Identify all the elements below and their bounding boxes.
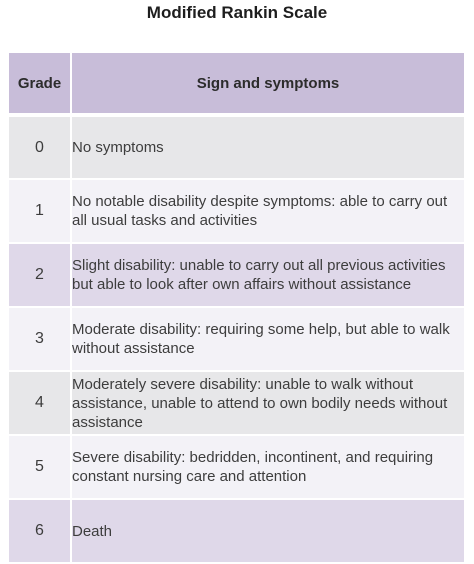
table-row bbox=[8, 243, 465, 307]
description-cell: Moderately severe disability: unable to walk without assistance, unable to attend to own bodily needs without assistance bbox=[71, 371, 465, 435]
table-row bbox=[8, 307, 465, 371]
page-title: Modified Rankin Scale bbox=[146, 3, 328, 22]
description-cell: No notable disability despite symptoms: able to carry out all usual tasks and activities bbox=[71, 179, 465, 243]
grade-column-header: Grade bbox=[8, 52, 71, 115]
description-cell: Moderate disability: requiring some help, but able to walk without assistance bbox=[71, 307, 465, 371]
grade-cell: 6 bbox=[8, 499, 71, 563]
table-row bbox=[8, 179, 465, 243]
table-header-row bbox=[8, 52, 465, 115]
grade-cell: 1 bbox=[8, 179, 71, 243]
table-row bbox=[8, 371, 465, 435]
grade-cell: 5 bbox=[8, 435, 71, 499]
symptoms-column-header: Sign and symptoms bbox=[71, 52, 465, 115]
description-cell: No symptoms bbox=[71, 115, 465, 179]
table-row bbox=[8, 115, 465, 179]
table-row bbox=[8, 435, 465, 499]
rankin-scale-table bbox=[7, 51, 466, 564]
grade-cell: 3 bbox=[8, 307, 71, 371]
grade-cell: 4 bbox=[8, 371, 71, 435]
description-cell: Death bbox=[71, 499, 465, 563]
grade-cell: 0 bbox=[8, 115, 71, 179]
description-cell: Severe disability: bedridden, incontinent, and requiring constant nursing care and attention bbox=[71, 435, 465, 499]
grade-cell: 2 bbox=[8, 243, 71, 307]
description-cell: Slight disability: unable to carry out all previous activities but able to look after own affairs without assistance bbox=[71, 243, 465, 307]
table-row bbox=[8, 499, 465, 563]
